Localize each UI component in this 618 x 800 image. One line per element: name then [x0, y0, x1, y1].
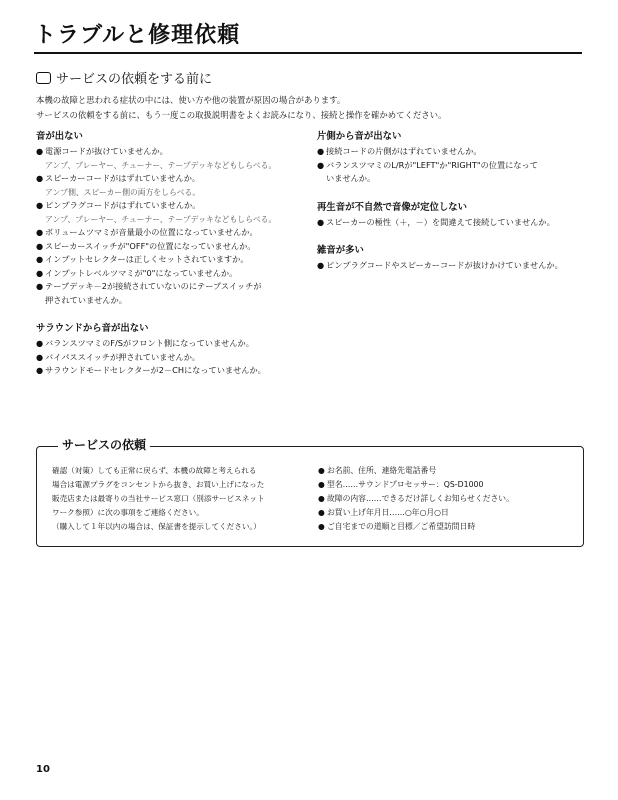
- service-line: （購入して１年以内の場合は、保証書を提示してください。）: [52, 522, 261, 531]
- check-item: ● バイパススイッチが押されていませんか。: [36, 351, 306, 365]
- left-column: [36, 128, 306, 391]
- bullet-icon: ●: [317, 260, 325, 270]
- check-item: ● インプットレベルツマミが"0"になっていませんか。: [36, 267, 306, 281]
- section-one-side: [317, 128, 592, 186]
- check-item: ● バランスツマミのF/Sがフロント側になっていませんか。: [36, 337, 306, 351]
- bullet-icon: ●: [317, 146, 325, 156]
- intro-heading-text: サービスの依頼をする前に: [56, 72, 213, 87]
- check-item: ● サラウンドモードセレクターが2－CHになっていませんか。: [36, 364, 306, 378]
- bullet-icon: ●: [36, 173, 44, 183]
- right-column: [317, 128, 592, 286]
- service-line: 確認（対策）しても正常に戻らず、本機の故障と考えられる: [52, 466, 257, 475]
- check-subnote: アンプ、プレーヤー、チューナー、テープデッキなどもしらべる。: [45, 214, 277, 224]
- bullet-icon: ●: [36, 227, 44, 237]
- bullet-icon: ●: [317, 159, 325, 170]
- intro-line: サービスの依頼をする前に、もう一度この取扱説明書をよくお読みになり、接続と操作を確かめてください。: [36, 110, 447, 120]
- section-heading: 再生音が不自然で音像が定位しない: [317, 201, 468, 213]
- bullet-icon: ●: [36, 254, 44, 264]
- service-instructions: [52, 464, 314, 534]
- bullet-icon: ●: [36, 240, 44, 251]
- contact-item: ● お買い上げ年月日……○年○月○日: [318, 506, 578, 520]
- check-item: ● バランスツマミのL/Rが"LEFT"か"RIGHT"の位置になって: [317, 159, 592, 173]
- intro-heading: [36, 68, 596, 87]
- intro-block: [36, 68, 596, 123]
- bullet-icon: ●: [318, 480, 325, 489]
- title-rule: [34, 52, 582, 54]
- service-line: ワーク参照）に次の事項をご連絡ください。: [52, 508, 204, 517]
- bullet-icon: ●: [36, 267, 44, 278]
- check-item: ● ピンプラグコードがはずれていませんか。: [36, 199, 306, 213]
- contact-item: ● お名前、住所、連絡先電話番号: [318, 464, 578, 478]
- section-unnatural: [317, 199, 592, 230]
- intro-line: 本機の故障と思われる症状の中には、使い方や他の装置が原因の場合があります。: [36, 95, 346, 105]
- page-title: トラブルと修理依頼: [34, 23, 241, 48]
- contact-item: ● 故障の内容……できるだけ詳しくお知らせください。: [318, 492, 578, 506]
- check-item: ● インプットセレクターは正しくセットされていますか。: [36, 253, 306, 267]
- bullet-icon: ●: [36, 146, 44, 156]
- contact-item: ● 型名……サウンドプロセッサー：QS-D1000: [318, 478, 578, 492]
- bullet-icon: ●: [318, 466, 325, 475]
- check-item: ● 電源コードが抜けていませんか。: [36, 145, 306, 159]
- service-line: 販売店または最寄りの当社サービス窓口（別添サービスネット: [52, 494, 265, 503]
- check-subnote: アンプ側、スピーカー側の両方をしらべる。: [45, 187, 201, 197]
- section-surround: [36, 320, 306, 378]
- check-item: ● ボリュームツマミが音量最小の位置になっていませんか。: [36, 226, 306, 240]
- section-heading: 音が出ない: [36, 131, 83, 142]
- bullet-icon: ●: [318, 494, 325, 503]
- check-item: ● ピンプラグコードやスピーカーコードが抜けかけていませんか。: [317, 259, 592, 273]
- check-item-continuation: いませんか。: [326, 173, 376, 183]
- check-item: ● スピーカースイッチが"OFF"の位置になっていませんか。: [36, 240, 306, 254]
- rounded-square-icon: [36, 72, 51, 84]
- check-item-continuation: 押されていませんか。: [45, 294, 127, 305]
- service-line: 場合は電源プラグをコンセントから抜き、お買い上げになった: [52, 480, 265, 489]
- section-heading: 雑音が多い: [317, 245, 364, 256]
- check-item: ● スピーカーコードがはずれていませんか。: [36, 172, 306, 186]
- service-heading: サービスの依頼: [58, 436, 150, 453]
- bullet-icon: ●: [36, 200, 44, 210]
- page-number: 10: [36, 764, 50, 775]
- bullet-icon: ●: [36, 351, 44, 362]
- check-subnote: アンプ、プレーヤー、チューナー、テープデッキなどもしらべる。: [45, 160, 277, 170]
- bullet-icon: ●: [36, 281, 44, 291]
- check-item: ● 接続コードの片側がはずれていませんか。: [317, 145, 592, 159]
- bullet-icon: ●: [317, 216, 325, 227]
- contact-item: ● ご自宅までの道順と目標／ご希望訪問日時: [318, 520, 578, 534]
- check-item: ● テープデッキ－2が接続されていないのにテープスイッチが: [36, 280, 306, 294]
- bullet-icon: ●: [36, 338, 44, 348]
- section-noise: [317, 242, 592, 273]
- bullet-icon: ●: [36, 365, 44, 375]
- service-contact-items: [318, 464, 578, 534]
- bullet-icon: ●: [318, 508, 325, 517]
- section-no-sound: [36, 128, 306, 307]
- section-heading: サラウンドから音が出ない: [36, 323, 149, 334]
- check-item: ● スピーカーの極性（＋，－）を間違えて接続していませんか。: [317, 216, 592, 230]
- bullet-icon: ●: [318, 522, 325, 531]
- section-heading: 片側から音が出ない: [317, 131, 402, 142]
